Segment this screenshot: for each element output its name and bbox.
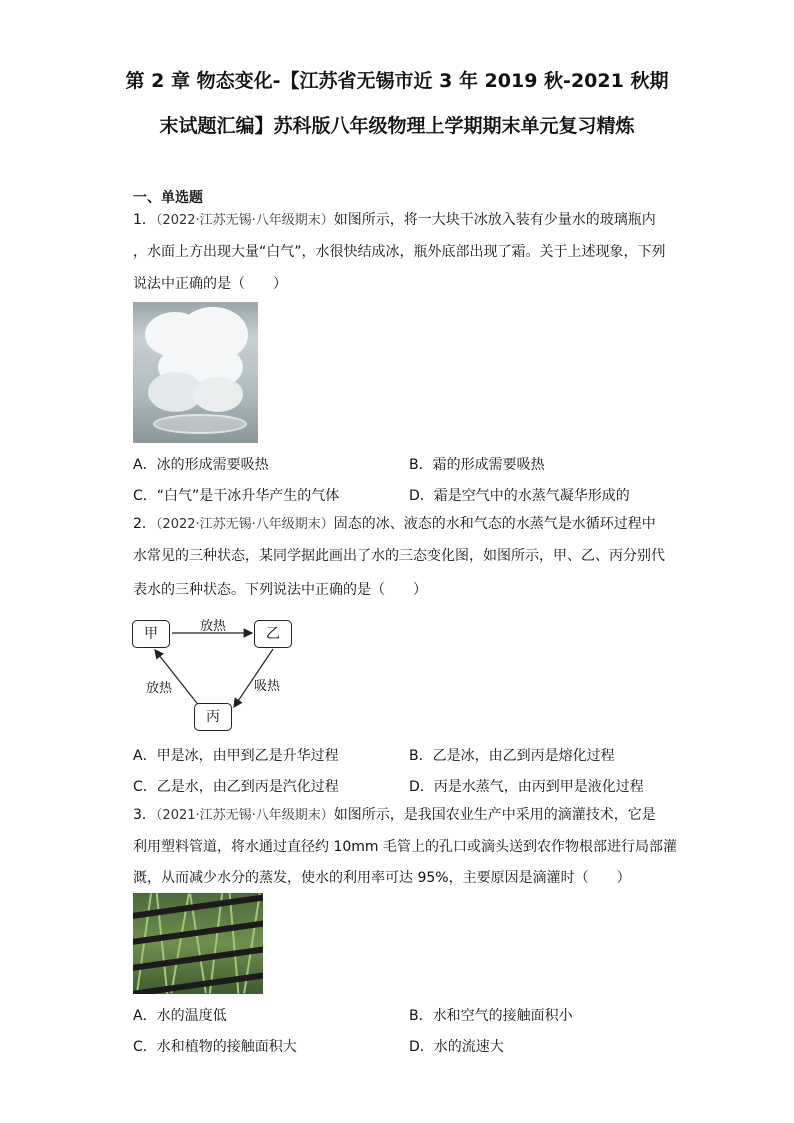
node-b: 乙 — [254, 620, 292, 648]
q1-option-c[interactable]: C．“白气”是干冰升华产生的气体 — [133, 488, 340, 504]
q3-text-1: 如图所示，是我国农业生产中采用的滴灌技术，它是 — [333, 807, 656, 823]
q1-line-3: 说法中正确的是（ ） — [133, 276, 287, 292]
q3-line-1 — [133, 807, 656, 824]
q1-option-b[interactable]: B．霜的形成需要吸热 — [409, 457, 545, 473]
document-title-line-1: 第 2 章 物态变化-【江苏省无锡市近 3 年 2019 秋-2021 秋期 — [125, 70, 669, 92]
q3-option-d[interactable]: D．水的流速大 — [409, 1039, 504, 1055]
q2-option-c[interactable]: C．乙是水，由乙到丙是汽化过程 — [133, 779, 339, 795]
q2-line-3: 表水的三种状态。下列说法中正确的是（ ） — [133, 582, 427, 598]
q3-number: 3． — [133, 807, 156, 823]
q3-source: （2021·江苏无锡·八年级期末） — [155, 808, 334, 823]
q1-line-1 — [133, 212, 656, 229]
q1-source: （2022·江苏无锡·八年级期末） — [155, 213, 334, 228]
dry-ice-fog-photo — [133, 302, 258, 443]
q2-option-a[interactable]: A．甲是冰，由甲到乙是升华过程 — [133, 748, 339, 764]
q2-line-2: 水常见的三种状态，某同学据此画出了水的三态变化图，如图所示，甲、乙、丙分别代 — [133, 548, 665, 564]
q3-line-2: 利用塑料管道，将水通过直径约 10mm 毛管上的孔口或滴头送到农作物根部进行局部灌 — [133, 839, 677, 855]
node-c: 丙 — [194, 703, 232, 731]
q2-text-1: 固态的冰、液态的水和气态的水蒸气是水循环过程中 — [333, 516, 656, 532]
q3-option-b[interactable]: B．水和空气的接触面积小 — [409, 1008, 573, 1024]
section-heading: 一、单选题 — [133, 190, 203, 206]
q2-option-d[interactable]: D．丙是水蒸气，由丙到甲是液化过程 — [409, 779, 644, 795]
q1-option-a[interactable]: A．冰的形成需要吸热 — [133, 457, 269, 473]
drip-irrigation-photo — [133, 893, 263, 994]
q1-number: 1． — [133, 212, 156, 228]
label-c-to-a: 放热 — [146, 681, 173, 696]
water-state-diagram — [128, 617, 328, 733]
q2-line-1 — [133, 516, 656, 533]
q3-option-c[interactable]: C．水和植物的接触面积大 — [133, 1039, 297, 1055]
q1-line-2: ，水面上方出现大量“白气”，水很快结成冰，瓶外底部出现了霜。关于上述现象，下列 — [133, 244, 666, 260]
q3-line-3: 溉，从而减少水分的蒸发，使水的利用率可达 95%，主要原因是滴灌时（ ） — [133, 870, 631, 886]
document-title-line-2: 末试题汇编】苏科版八年级物理上学期期末单元复习精炼 — [159, 115, 635, 137]
label-b-to-c: 吸热 — [254, 679, 281, 694]
q1-text-1: 如图所示，将一大块干冰放入装有少量水的玻璃瓶内 — [333, 212, 656, 228]
q2-source: （2022·江苏无锡·八年级期末） — [155, 517, 334, 532]
q2-option-b[interactable]: B．乙是冰，由乙到丙是熔化过程 — [409, 748, 615, 764]
q1-option-d[interactable]: D．霜是空气中的水蒸气凝华形成的 — [409, 488, 630, 504]
q3-option-a[interactable]: A．水的温度低 — [133, 1008, 227, 1024]
q2-number: 2． — [133, 516, 156, 532]
label-a-to-b: 放热 — [200, 619, 227, 634]
node-a: 甲 — [132, 620, 170, 648]
